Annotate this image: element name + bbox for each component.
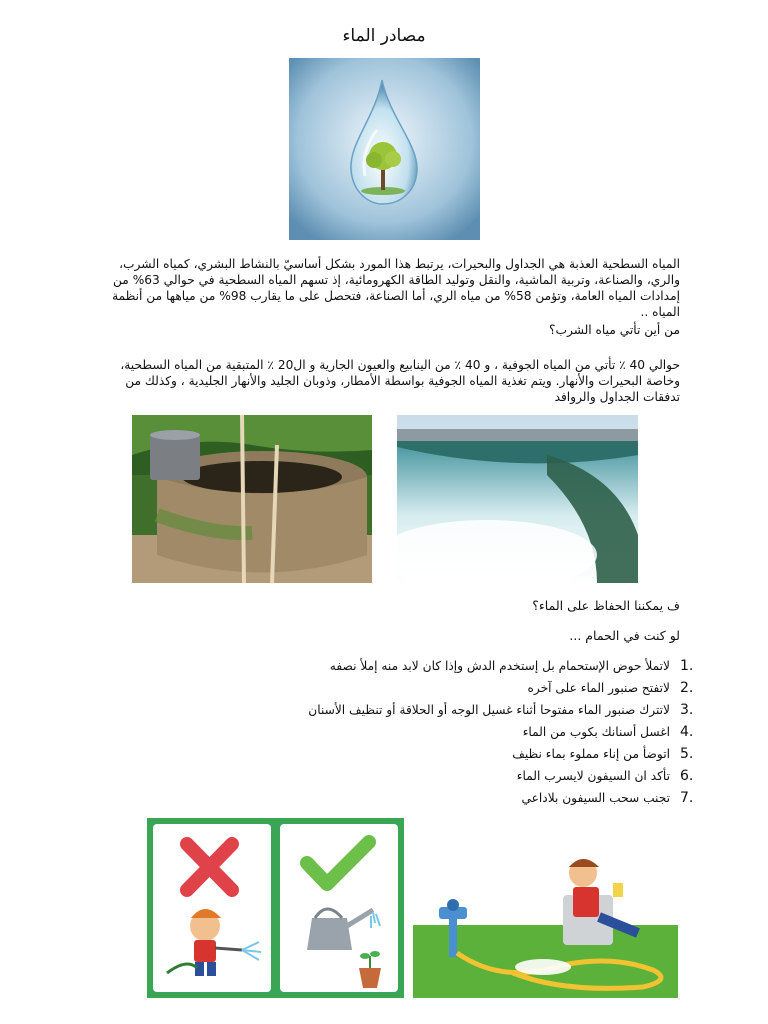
waterfall-image: [397, 415, 638, 583]
waterfall-icon: [397, 415, 638, 583]
tip-item: لاتترك صنبور الماء مفتوحا أثناء غسيل الوجه أو الحلاقة أو تنظيف الأسنان 3.: [308, 702, 694, 718]
bathroom-intro: لو كنت في الحمام ...: [569, 628, 680, 643]
conservation-question: ف يمكننا الحفاظ على الماء؟: [532, 598, 680, 613]
tip-item: اغسل أسنانك بكوب من الماء 4.: [522, 724, 694, 740]
water-drop-tree-image: [289, 58, 480, 240]
drinking-water-sources-paragraph: حوالي 40 ٪ تأتي من المياه الجوفية ، و 40 ٪ من الينابيع والعيون الجارية و ال20 ٪ المتبقية من المياه السطحية، وخاصة البحيرات والأنهار. ويتم تغذية المياه الجوفية بواسطة الأمطار، وذوبان الجليد والأنهار الجليدية ، وكذلك من تدفقات الجداول والروافد: [120, 358, 680, 404]
running-tap-cartoon: [413, 855, 678, 998]
tip-item: تجنب سحب السيفون بلاداعي 7.: [521, 790, 694, 806]
tip-item: اتوضأ من إناء مملوء بماء نظيف 5.: [512, 746, 694, 762]
surface-water-text: المياه السطحية العذبة هي الجداول والبحيرات، يرتبط هذا المورد بشكل أساسيّ بالنشاط البشري، كمياه الشرب، والري، والصناعة، وتربية الماشية، والنقل وتوليد الطاقة الكهرومائية، إذ تسهم المياه السطحية في حوالي 63% من إمدادات المياه العامة، وتؤمن 58% من مياه الري، أما الصناعة، فتحصل على ما يقارب 98% من مياهها من أنظمة المياه ..: [112, 257, 680, 319]
water-drop-tree-icon: [289, 58, 480, 240]
drinking-water-question: من أين تأتي مياه الشرب؟: [549, 323, 680, 337]
surface-water-paragraph: [90, 256, 680, 338]
wrong-right-comparison-image: [147, 818, 404, 998]
page-title: مصادر الماء: [342, 26, 426, 46]
comparison-panels-icon: [147, 818, 404, 998]
tip-item: لاتملأ حوض الإستحمام بل إستخدم الدش وإذا كان لابد منه إملأ نصفه 1.: [329, 658, 694, 674]
stone-well-icon: [132, 415, 372, 583]
tip-item: تأكد ان السيفون لايسرب الماء 6.: [516, 768, 694, 784]
running-tap-icon: [413, 855, 678, 998]
water-saving-tips-list: [200, 655, 700, 809]
well-image: [132, 415, 372, 583]
tip-item: لاتفتح صنبور الماء على آخره 2.: [527, 680, 694, 696]
